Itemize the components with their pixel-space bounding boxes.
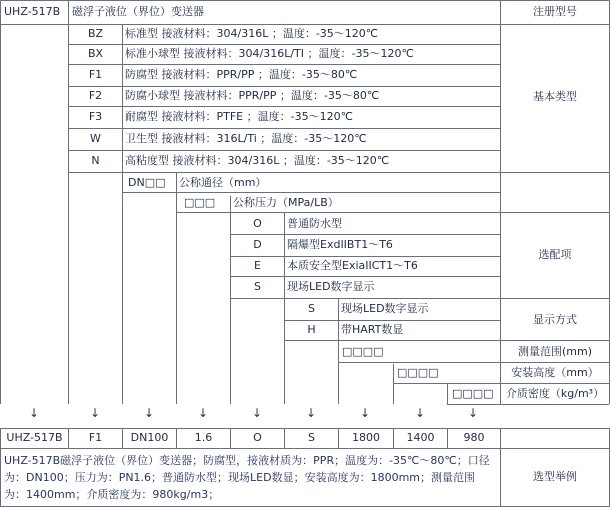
down-arrow-icon: ↓ [414, 406, 426, 420]
basic-type-desc: 防腐型 接液材料：PPR/PP ；温度：-35～80℃ [125, 68, 358, 81]
display-desc: 现场LED数字显示 [341, 302, 429, 315]
basic-type-code: N [91, 154, 100, 167]
example-value: 980 [463, 431, 485, 444]
measure-range-code: □□□□ [342, 345, 384, 358]
medium-density-label: 介质密度（kg/m³） [505, 387, 605, 400]
down-arrow-icon: ↓ [89, 406, 101, 420]
diameter-code: DN□□ [128, 176, 166, 189]
product-title: 磁浮子液位（界位）变送器 [72, 5, 204, 18]
model-header: UHZ-517B [4, 5, 61, 18]
medium-density-code: □□□□ [452, 387, 494, 400]
example-label: 选型举例 [533, 470, 577, 483]
display-code: H [307, 323, 316, 336]
basic-type-code: F2 [88, 89, 103, 102]
down-arrow-icon: ↓ [143, 406, 155, 420]
basic-type-label: 基本类型 [533, 90, 577, 103]
basic-type-desc: 耐腐型 接液材料：PTFE ；温度：-35～120℃ [125, 110, 353, 123]
display-desc: 带HART数显 [341, 323, 404, 336]
down-arrow-icon: ↓ [467, 406, 479, 420]
option-code: O [253, 217, 262, 230]
option-code: D [253, 238, 262, 251]
basic-type-code: BX [87, 47, 104, 60]
example-value: 1.6 [194, 431, 213, 444]
example-value: 1800 [352, 431, 380, 444]
basic-type-code: BZ [87, 27, 104, 40]
example-value: 1400 [406, 431, 435, 444]
example-value: F1 [88, 431, 103, 444]
pressure-desc: 公称压力（MPa/LB） [233, 196, 339, 209]
example-value: DN100 [130, 431, 169, 444]
option-desc: 普通防水型 [287, 217, 342, 230]
pressure-code: □□□ [184, 196, 216, 209]
down-arrow-icon: ↓ [251, 406, 263, 420]
measure-range-label: 测量范围(mm) [517, 345, 592, 358]
down-arrow-icon: ↓ [197, 406, 209, 420]
option-desc: 本质安全型ExiaIICT1～T6 [287, 259, 418, 272]
basic-type-desc: 卫生型 接液材料：316L/Ti ；温度：-35～120℃ [125, 132, 367, 145]
example-value: O [253, 431, 262, 444]
option-code: E [254, 259, 261, 272]
down-arrow-icon: ↓ [359, 406, 371, 420]
diameter-desc: 公称通径（mm） [179, 176, 267, 189]
down-arrow-icon: ↓ [305, 406, 317, 420]
example-description: UHZ-517B磁浮子液位（界位）变送器；防腐型，接液材质为：PPR；温度为：-35℃～80℃；口径为：DN100；压力为：PN1.6；普通防水型；现场LED数显；安装高度为：1800mm；测量范围为：1400mm；介质密度为：980kg/m3； [4, 454, 490, 501]
display-code: S [308, 302, 315, 315]
install-height-code: □□□□ [397, 366, 439, 379]
options-label: 选配项 [538, 248, 572, 261]
basic-type-code: F1 [88, 68, 103, 81]
down-arrow-icon: ↓ [28, 406, 40, 420]
install-height-label: 安装高度（mm） [511, 366, 599, 379]
option-desc: 现场LED数字显示 [287, 280, 375, 293]
display-label: 显示方式 [533, 313, 577, 326]
basic-type-desc: 高粘度型 接液材料：304/316L ；温度：-35～120℃ [125, 154, 390, 167]
example-value: UHZ-517B [6, 431, 63, 444]
option-desc: 隔爆型ExdIIBT1～T6 [287, 238, 393, 251]
example-value: S [308, 431, 315, 444]
basic-type-code: F3 [88, 110, 103, 123]
basic-type-desc: 防腐小球型 接液材料：PPR/PP ；温度：-35～80℃ [125, 89, 380, 102]
basic-type-desc: 标准小球型 接液材料：304/316L/TI ；温度：-35～120℃ [125, 47, 414, 60]
basic-type-desc: 标准型 接液材料：304/316L ；温度：-35～120℃ [125, 27, 379, 40]
option-code: S [254, 280, 261, 293]
basic-type-code: W [90, 132, 101, 145]
registered-model-label: 注册型号 [533, 5, 577, 18]
